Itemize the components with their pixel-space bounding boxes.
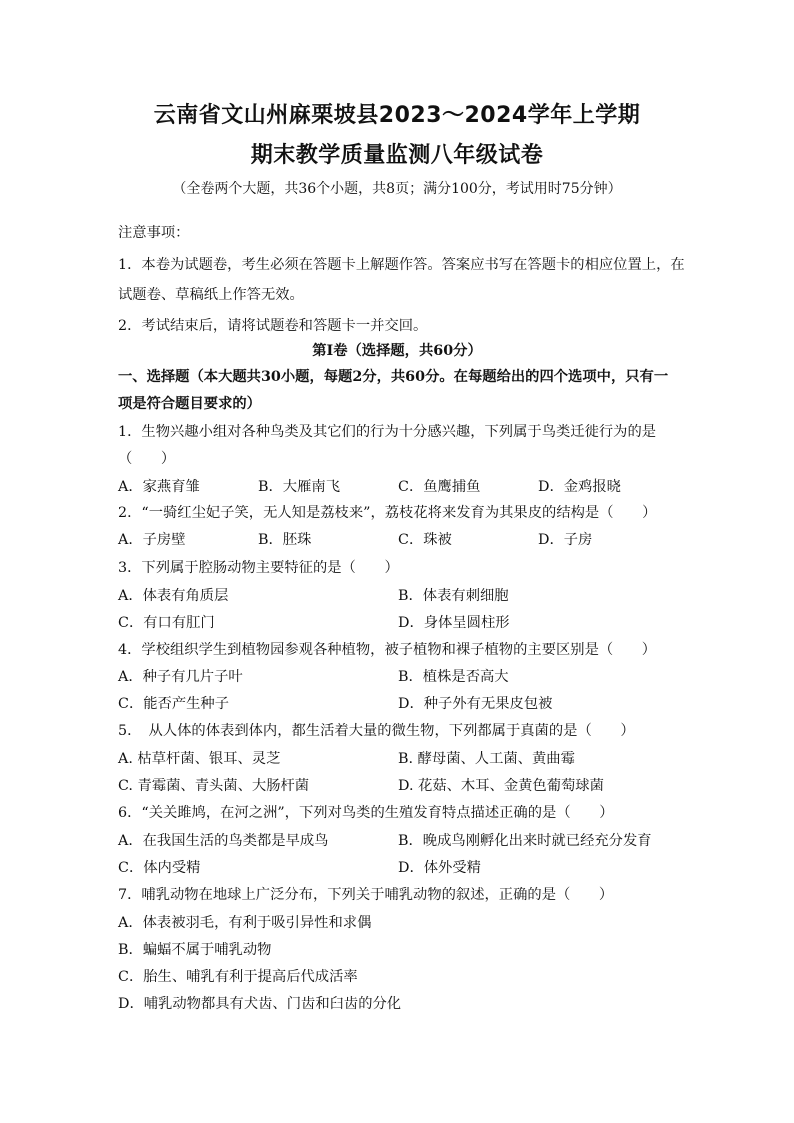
question-2-option-c: C．珠被	[398, 532, 452, 548]
section1-heading-line2: 项是符合题目要求的）	[118, 396, 261, 412]
question-7-option-b: B．蝙蝠不属于哺乳动物	[118, 942, 272, 958]
question-2-option-b: B．胚珠	[258, 532, 312, 548]
question-6-option-b: B．晚成鸟刚孵化出来时就已经充分发育	[398, 833, 652, 849]
question-1-stem: 1．生物兴趣小组对各种鸟类及其它们的行为十分感兴趣，下列属于鸟类迁徙行为的是	[118, 424, 657, 440]
question-4-stem: 4．学校组织学生到植物园参观各种植物，被子植物和裸子植物的主要区别是（ ）	[118, 642, 657, 658]
question-2-stem: 2．“一骑红尘妃子笑，无人知是荔枝来”，荔枝花将来发育为其果皮的结构是（ ）	[118, 505, 657, 521]
question-3-option-a: A．体表有角质层	[118, 588, 229, 604]
question-1-option-b: B．大雁南飞	[258, 479, 340, 495]
notice-2: 2．考试结束后，请将试题卷和答题卡一并交回。	[118, 318, 428, 334]
question-5-stem: 5． 从人体的体表到体内，都生活着大量的微生物，下列都属于真菌的是（ ）	[118, 723, 635, 739]
notice-1-line2: 试题卷、草稿纸上作答无效。	[118, 287, 304, 303]
question-6-stem: 6．“关关雎鸠，在河之洲”，下列对鸟类的生殖发育特点描述正确的是（ ）	[118, 805, 614, 821]
question-3-option-c: C．有口有肛门	[118, 615, 215, 631]
exam-title-line2: 期末教学质量监测八年级试卷	[250, 143, 544, 168]
question-6-option-c: C．体内受精	[118, 860, 201, 876]
question-4-option-b: B．植株是否高大	[398, 669, 509, 685]
exam-title-line1: 云南省文山州麻栗坡县2023～2024学年上学期	[153, 103, 641, 128]
question-7-option-d: D．哺乳动物都具有犬齿、门齿和臼齿的分化	[118, 996, 402, 1012]
notice-1-line1: 1．本卷为试题卷，考生必须在答题卡上解题作答。答案应书写在答题卡的相应位置上，在	[118, 257, 685, 273]
question-3-option-b: B．体表有刺细胞	[398, 588, 509, 604]
section1-heading-line1: 一、选择题（本大题共30小题，每题2分，共60分。在每题给出的四个选项中，只有一	[118, 369, 669, 385]
question-1-option-d: D．金鸡报晓	[538, 479, 621, 495]
question-6-option-d: D．体外受精	[398, 860, 481, 876]
question-6-option-a: A．在我国生活的鸟类都是早成鸟	[118, 833, 329, 849]
question-7-option-c: C．胎生、哺乳有利于提高后代成活率	[118, 969, 358, 985]
question-5-option-a: A. 枯草杆菌、银耳、灵芝	[118, 751, 281, 767]
question-3-stem: 3．下列属于腔肠动物主要特征的是（ ）	[118, 560, 399, 576]
question-5-option-c: C. 青霉菌、青头菌、大肠杆菌	[118, 778, 310, 794]
exam-info: （全卷两个大题，共36个小题，共8页；满分100分，考试用时75分钟）	[172, 181, 622, 197]
question-1-option-c: C．鱼鹰捕鱼	[398, 479, 481, 495]
question-3-option-d: D．身体呈圆柱形	[398, 615, 510, 631]
question-7-stem: 7．哺乳动物在地球上广泛分布，下列关于哺乳动物的叙述，正确的是（ ）	[118, 887, 614, 903]
volume-heading: 第Ⅰ卷（选择题，共60分）	[312, 343, 482, 359]
notice-heading: 注意事项：	[118, 225, 190, 241]
question-5-option-d: D. 花菇、木耳、金黄色葡萄球菌	[398, 778, 604, 794]
question-2-option-d: D．子房	[538, 532, 593, 548]
question-1-option-a: A．家燕育雏	[118, 479, 200, 495]
question-1-stem-bracket: （ ）	[118, 451, 176, 467]
question-4-option-a: A．种子有几片子叶	[118, 669, 243, 685]
question-5-option-b: B. 酵母菌、人工菌、黄曲霉	[398, 751, 575, 767]
question-2-option-a: A．子房壁	[118, 532, 186, 548]
question-7-option-a: A．体表被羽毛，有利于吸引异性和求偶	[118, 915, 372, 931]
question-4-option-c: C．能否产生种子	[118, 696, 230, 712]
question-4-option-d: D．种子外有无果皮包被	[398, 696, 553, 712]
